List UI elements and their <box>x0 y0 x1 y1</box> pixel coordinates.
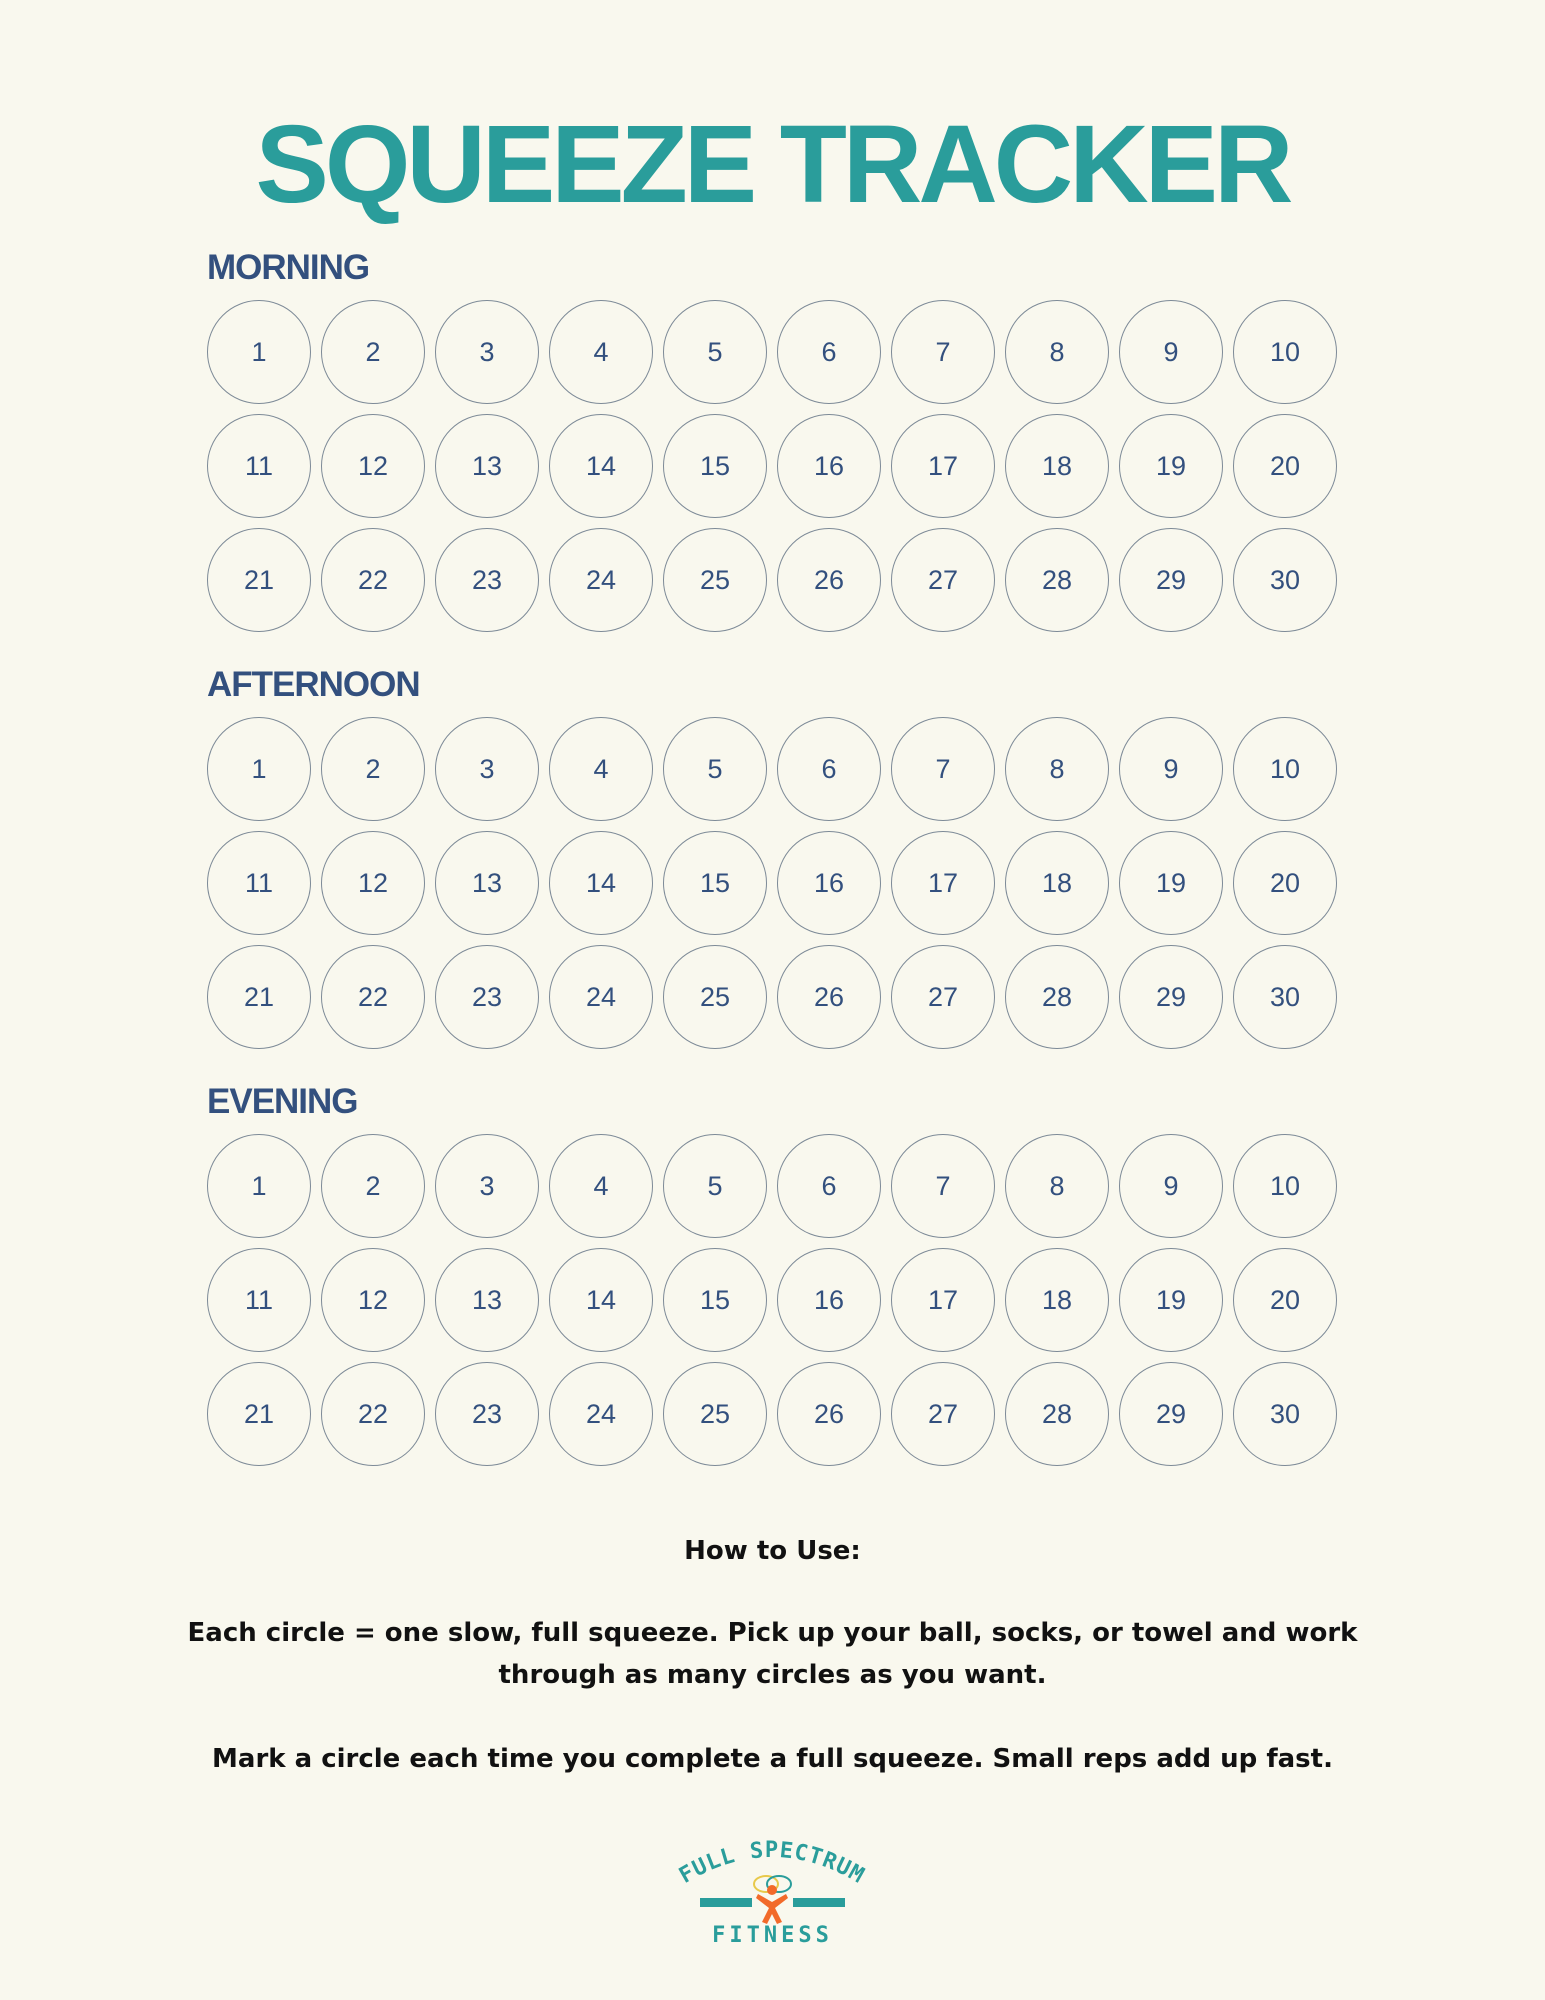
tracker-circle[interactable]: 8 <box>1005 300 1109 404</box>
tracker-circle[interactable]: 29 <box>1119 528 1223 632</box>
tracker-circle[interactable]: 11 <box>207 831 311 935</box>
tracker-circle[interactable]: 28 <box>1005 528 1109 632</box>
tracker-circle[interactable]: 8 <box>1005 1134 1109 1238</box>
section-title-afternoon: AFTERNOON <box>207 665 420 704</box>
tracker-circle[interactable]: 16 <box>777 1248 881 1352</box>
tracker-circle[interactable]: 23 <box>435 945 539 1049</box>
tracker-circle[interactable]: 19 <box>1119 831 1223 935</box>
tracker-circle[interactable]: 25 <box>663 528 767 632</box>
tracker-circle[interactable]: 10 <box>1233 1134 1337 1238</box>
instructions <box>150 1530 1395 1780</box>
tracker-circle[interactable]: 25 <box>663 1362 767 1466</box>
tracker-circle[interactable]: 14 <box>549 414 653 518</box>
logo-bottom-text: FITNESS <box>712 1923 833 1948</box>
section-afternoon <box>207 665 1347 1049</box>
tracker-circle[interactable]: 27 <box>891 528 995 632</box>
tracker-circle[interactable]: 20 <box>1233 1248 1337 1352</box>
tracker-circle[interactable]: 14 <box>549 1248 653 1352</box>
tracker-circle[interactable]: 3 <box>435 300 539 404</box>
tracker-circle[interactable]: 6 <box>777 717 881 821</box>
tracker-circle[interactable]: 3 <box>435 717 539 821</box>
circle-grid-morning <box>207 300 1347 632</box>
tracker-circle[interactable]: 1 <box>207 1134 311 1238</box>
tracker-circle[interactable]: 29 <box>1119 945 1223 1049</box>
tracker-circle[interactable]: 5 <box>663 717 767 821</box>
tracker-circle[interactable]: 18 <box>1005 831 1109 935</box>
tracker-circle[interactable]: 12 <box>321 414 425 518</box>
section-evening <box>207 1082 1347 1466</box>
logo-top-text: FULL SPECTRUM <box>675 1838 869 1889</box>
tracker-circle[interactable]: 24 <box>549 945 653 1049</box>
tracker-circle[interactable]: 4 <box>549 717 653 821</box>
instructions-paragraph-1: Each circle = one slow, full squeeze. Pick up your ball, socks, or towel and work through as many circles as you want. <box>187 1618 1358 1690</box>
tracker-circle[interactable]: 24 <box>549 528 653 632</box>
section-title-morning: MORNING <box>207 248 370 287</box>
tracker-circle[interactable]: 16 <box>777 831 881 935</box>
tracker-circle[interactable]: 29 <box>1119 1362 1223 1466</box>
tracker-circle[interactable]: 3 <box>435 1134 539 1238</box>
tracker-circle[interactable]: 27 <box>891 945 995 1049</box>
tracker-circle[interactable]: 25 <box>663 945 767 1049</box>
tracker-circle[interactable]: 15 <box>663 1248 767 1352</box>
tracker-circle[interactable]: 21 <box>207 1362 311 1466</box>
tracker-circle[interactable]: 2 <box>321 717 425 821</box>
tracker-circle[interactable]: 9 <box>1119 1134 1223 1238</box>
tracker-circle[interactable]: 18 <box>1005 1248 1109 1352</box>
tracker-circle[interactable]: 1 <box>207 300 311 404</box>
tracker-circle[interactable]: 13 <box>435 831 539 935</box>
tracker-circle[interactable]: 17 <box>891 831 995 935</box>
tracker-circle[interactable]: 12 <box>321 831 425 935</box>
tracker-circle[interactable]: 9 <box>1119 300 1223 404</box>
tracker-circle[interactable]: 22 <box>321 1362 425 1466</box>
tracker-circle[interactable]: 18 <box>1005 414 1109 518</box>
tracker-circle[interactable]: 5 <box>663 300 767 404</box>
tracker-circle[interactable]: 17 <box>891 414 995 518</box>
tracker-circle[interactable]: 30 <box>1233 528 1337 632</box>
tracker-circle[interactable]: 10 <box>1233 300 1337 404</box>
logo-right-bar <box>793 1898 845 1907</box>
full-spectrum-fitness-logo <box>660 1830 885 1950</box>
tracker-circle[interactable]: 4 <box>549 1134 653 1238</box>
tracker-circle[interactable]: 26 <box>777 1362 881 1466</box>
circle-grid-evening <box>207 1134 1347 1466</box>
tracker-circle[interactable]: 23 <box>435 1362 539 1466</box>
tracker-circle[interactable]: 7 <box>891 300 995 404</box>
tracker-circle[interactable]: 2 <box>321 1134 425 1238</box>
tracker-circle[interactable]: 15 <box>663 414 767 518</box>
circle-grid-afternoon <box>207 717 1347 1049</box>
tracker-circle[interactable]: 30 <box>1233 945 1337 1049</box>
tracker-circle[interactable]: 7 <box>891 717 995 821</box>
page-title: SQUEEZE TRACKER <box>255 103 1290 226</box>
tracker-circle[interactable]: 23 <box>435 528 539 632</box>
runner-icon <box>754 1876 791 1924</box>
tracker-circle[interactable]: 13 <box>435 414 539 518</box>
tracker-circle[interactable]: 30 <box>1233 1362 1337 1466</box>
instructions-paragraph-2: Mark a circle each time you complete a full squeeze. Small reps add up fast. <box>212 1744 1333 1774</box>
tracker-circle[interactable]: 12 <box>321 1248 425 1352</box>
tracker-circle[interactable]: 21 <box>207 528 311 632</box>
tracker-circle[interactable]: 27 <box>891 1362 995 1466</box>
tracker-circle[interactable]: 13 <box>435 1248 539 1352</box>
tracker-circle[interactable]: 21 <box>207 945 311 1049</box>
tracker-circle[interactable]: 1 <box>207 717 311 821</box>
tracker-circle[interactable]: 8 <box>1005 717 1109 821</box>
tracker-circle[interactable]: 24 <box>549 1362 653 1466</box>
tracker-circle[interactable]: 26 <box>777 528 881 632</box>
tracker-circle[interactable]: 4 <box>549 300 653 404</box>
section-morning <box>207 248 1347 632</box>
tracker-circle[interactable]: 14 <box>549 831 653 935</box>
section-title-evening: EVENING <box>207 1082 358 1121</box>
tracker-circle[interactable]: 11 <box>207 414 311 518</box>
tracker-circle[interactable]: 7 <box>891 1134 995 1238</box>
tracker-circle[interactable]: 17 <box>891 1248 995 1352</box>
tracker-circle[interactable]: 11 <box>207 1248 311 1352</box>
tracker-circle[interactable]: 9 <box>1119 717 1223 821</box>
tracker-circle[interactable]: 10 <box>1233 717 1337 821</box>
tracker-circle[interactable]: 15 <box>663 831 767 935</box>
tracker-circle[interactable]: 20 <box>1233 831 1337 935</box>
tracker-circle[interactable]: 20 <box>1233 414 1337 518</box>
instructions-heading: How to Use: <box>684 1536 861 1566</box>
tracker-circle[interactable]: 19 <box>1119 1248 1223 1352</box>
tracker-circle[interactable]: 5 <box>663 1134 767 1238</box>
tracker-circle[interactable]: 22 <box>321 945 425 1049</box>
tracker-circle[interactable]: 26 <box>777 945 881 1049</box>
tracker-circle[interactable]: 28 <box>1005 1362 1109 1466</box>
tracker-circle[interactable]: 6 <box>777 1134 881 1238</box>
tracker-circle[interactable]: 22 <box>321 528 425 632</box>
tracker-circle[interactable]: 6 <box>777 300 881 404</box>
logo-left-bar <box>700 1898 752 1907</box>
tracker-circle[interactable]: 28 <box>1005 945 1109 1049</box>
tracker-circle[interactable]: 16 <box>777 414 881 518</box>
tracker-circle[interactable]: 2 <box>321 300 425 404</box>
tracker-circle[interactable]: 19 <box>1119 414 1223 518</box>
